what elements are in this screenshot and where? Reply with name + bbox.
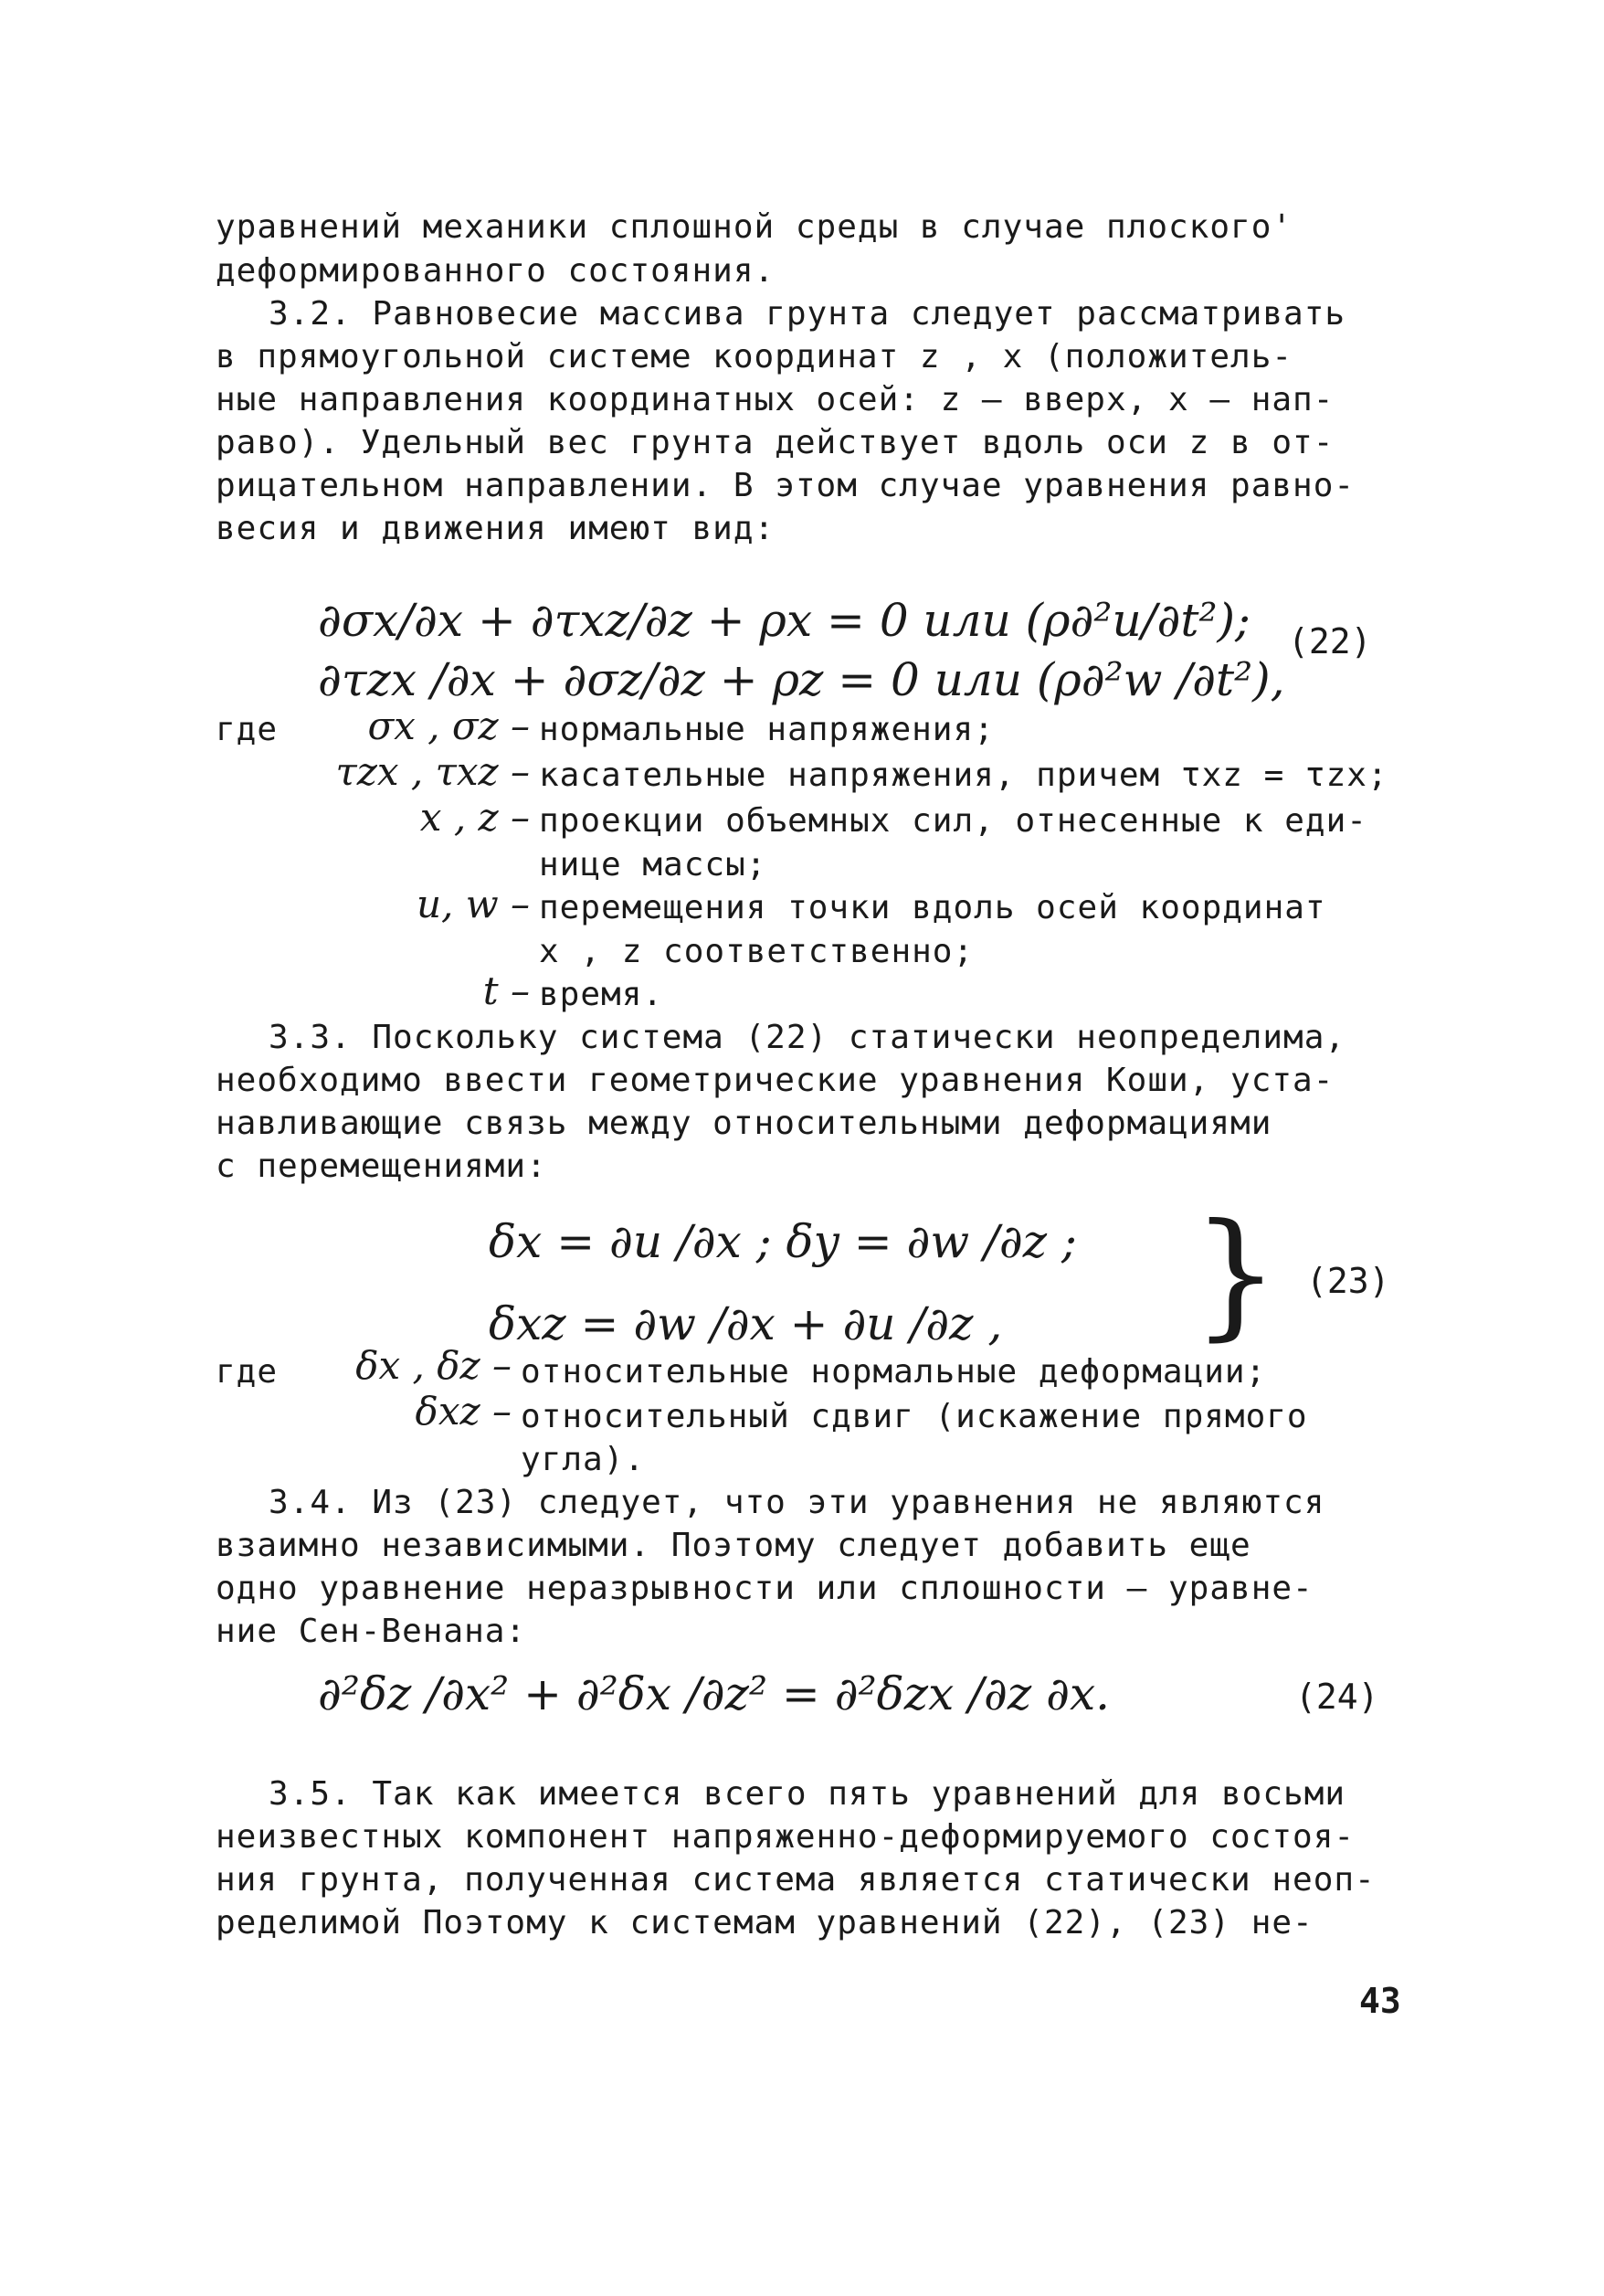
definition-text: нице массы; (539, 846, 767, 883)
definition-symbol: σx , σz – (367, 704, 530, 748)
text-line: рицательном направлении. В этом случае уравнения равно- (216, 467, 1356, 504)
where-label: где (216, 1353, 279, 1391)
equation-24: ∂²δz /∂x² + ∂²δx /∂z² = ∂²δzx /∂z ∂x. (318, 1667, 1111, 1720)
definition-text: касательные напряжения, причем τxz = τzx; (539, 757, 1388, 794)
text-line: навливающие связь между относительными деформациями (216, 1105, 1272, 1142)
definition-symbol: t – (482, 968, 530, 1013)
text-line: необходимо ввести геометрические уравнения Коши, уста- (216, 1062, 1335, 1099)
definition-text: относительные нормальные деформации; (521, 1353, 1267, 1391)
definition-text: относительный сдвиг (искажение прямого (521, 1398, 1308, 1435)
equation-22-line-2: ∂τzx /∂x + ∂σz/∂z + ρz = 0 или (ρ∂²w /∂t²), (318, 653, 1285, 706)
definition-text: время. (539, 976, 664, 1013)
text-line: неизвестных компонент напряженно-деформируемого состоя- (216, 1818, 1356, 1856)
equation-number-23: (23) (1306, 1261, 1390, 1301)
text-line: раво). Удельный вес грунта действует вдоль оси z в от- (216, 424, 1335, 461)
definition-text: x , z соответственно; (539, 933, 975, 970)
text-line: весия и движения имеют вид: (216, 510, 776, 547)
definition-text: проекции объемных сил, отнесенные к еди- (539, 802, 1367, 840)
text-line: 3.2. Равновесие массива грунта следует рассматривать (269, 295, 1346, 333)
text-line: ния грунта, полученная система является статически неоп- (216, 1861, 1376, 1899)
text-line: 3.4. Из (23) следует, что эти уравнения не являются (269, 1484, 1325, 1521)
equation-23-line-1: δx = ∂u /∂x ; δy = ∂w /∂z ; (489, 1215, 1077, 1268)
text-line: уравнений механики сплошной среды в случае плоского' (216, 208, 1293, 246)
text-line: деформированного состояния. (216, 252, 776, 290)
text-line: ределимой Поэтому к системам уравнений (22), (23) не- (216, 1904, 1314, 1942)
definition-symbol: τzx , τxz – (335, 749, 530, 794)
definition-text: угла). (521, 1441, 646, 1478)
text-line: 3.5. Так как имеется всего пять уравнений для восьми (269, 1775, 1346, 1813)
where-label: где (216, 711, 279, 748)
definition-symbol: δxz – (415, 1389, 512, 1434)
equation-number-22: (22) (1288, 621, 1372, 661)
definition-symbol: δx , δz – (355, 1343, 512, 1388)
equation-22-line-1: ∂σx/∂x + ∂τxz/∂z + ρx = 0 или (ρ∂²u/∂t²); (318, 594, 1250, 647)
definition-text: перемещения точки вдоль осей координат (539, 889, 1326, 926)
definition-symbol: x , z – (419, 795, 530, 840)
text-line: взаимно независимыми. Поэтому следует добавить еще (216, 1527, 1251, 1564)
right-brace: } (1192, 1195, 1280, 1354)
equation-23-line-2: δxz = ∂w /∂x + ∂u /∂z , (489, 1297, 1003, 1350)
text-line: 3.3. Поскольку система (22) статически неопределима, (269, 1019, 1346, 1056)
definition-text: нормальные напряжения; (539, 711, 995, 748)
text-line: с перемещениями: (216, 1148, 547, 1185)
text-line: ные направления координатных осей: z – вверх, x – нап- (216, 381, 1335, 418)
definition-symbol: u, w – (416, 882, 530, 926)
equation-number-24: (24) (1295, 1677, 1379, 1717)
text-line: ние Сен-Венана: (216, 1613, 527, 1650)
text-line: в прямоугольной системе координат z , x (положитель- (216, 338, 1293, 376)
text-line: одно уравнение неразрывности или сплошности – уравне- (216, 1570, 1314, 1607)
page-number: 43 (1359, 1981, 1401, 2021)
